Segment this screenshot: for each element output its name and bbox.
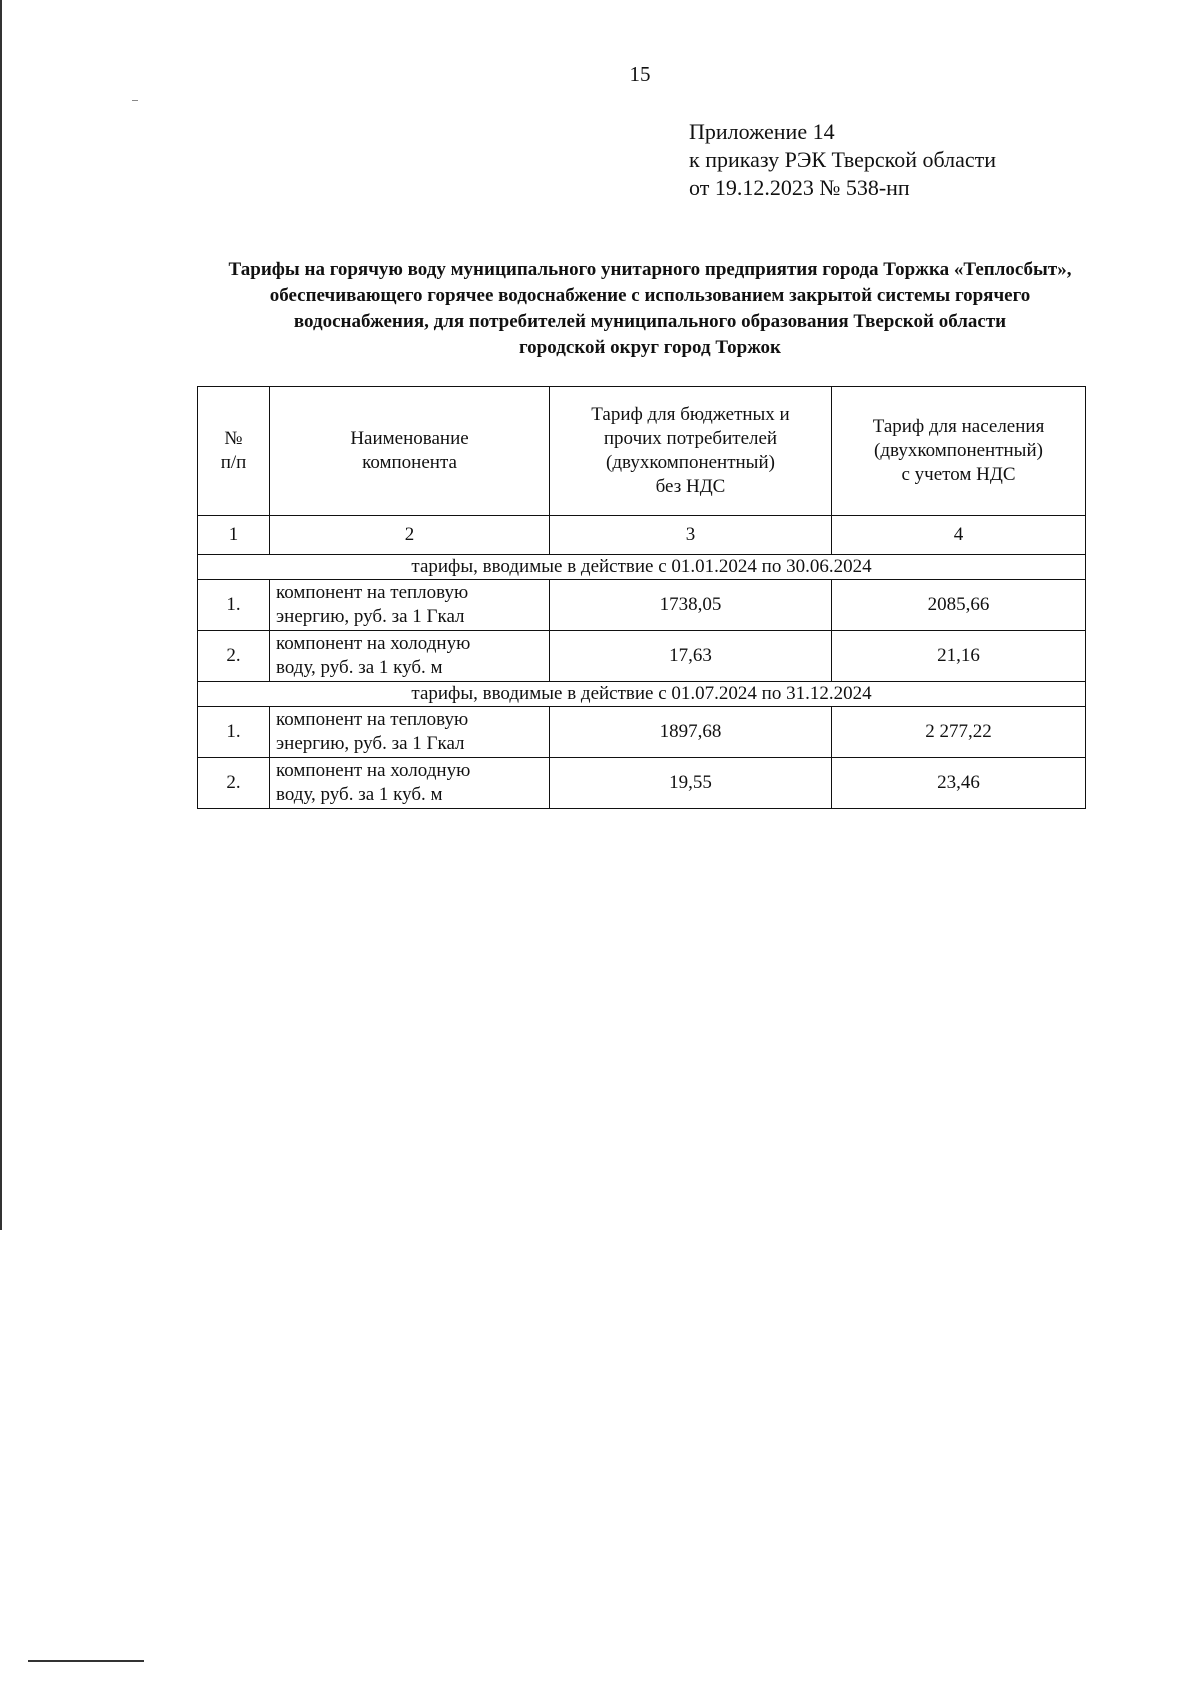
table-row bbox=[198, 631, 1086, 682]
column-number: 3 bbox=[550, 516, 832, 555]
table-row bbox=[198, 580, 1086, 631]
header-budget-tariff: Тариф для бюджетных и прочих потребителей (двухкомпонентный) без НДС bbox=[550, 387, 832, 516]
row-number: 2. bbox=[198, 631, 270, 682]
component-name: компонент на холодную воду, руб. за 1 куб. м bbox=[270, 758, 550, 809]
scan-margin-line bbox=[0, 0, 2, 1230]
row-number: 2. bbox=[198, 758, 270, 809]
tariff-table bbox=[197, 386, 1086, 809]
budget-tariff-value: 19,55 bbox=[550, 758, 832, 809]
component-name: компонент на тепловую энергию, руб. за 1 Гкал bbox=[270, 707, 550, 758]
budget-tariff-value: 17,63 bbox=[550, 631, 832, 682]
budget-tariff-value: 1897,68 bbox=[550, 707, 832, 758]
appendix-block bbox=[689, 118, 996, 202]
period-label: тарифы, вводимые в действие с 01.01.2024 по 30.06.2024 bbox=[198, 555, 1086, 580]
table-header-row bbox=[198, 387, 1086, 516]
component-name: компонент на тепловую энергию, руб. за 1 Гкал bbox=[270, 580, 550, 631]
appendix-line: к приказу РЭК Тверской области bbox=[689, 147, 997, 172]
period-row bbox=[198, 555, 1086, 580]
row-number: 1. bbox=[198, 707, 270, 758]
row-number: 1. bbox=[198, 580, 270, 631]
title-line: обеспечивающего горячее водоснабжение с использованием закрытой системы горячего bbox=[269, 285, 1031, 306]
budget-tariff-value: 1738,05 bbox=[550, 580, 832, 631]
population-tariff-value: 21,16 bbox=[832, 631, 1086, 682]
population-tariff-value: 2 277,22 bbox=[832, 707, 1086, 758]
column-number: 1 bbox=[198, 516, 270, 555]
appendix-line: Приложение 14 bbox=[689, 119, 835, 144]
column-number: 2 bbox=[270, 516, 550, 555]
title-line: Тарифы на горячую воду муниципального унитарного предприятия города Торжка «Теплосбыт», bbox=[228, 259, 1072, 280]
document-title bbox=[130, 257, 1170, 361]
appendix-line: от 19.12.2023 № 538-нп bbox=[689, 175, 910, 200]
population-tariff-value: 2085,66 bbox=[832, 580, 1086, 631]
period-row bbox=[198, 682, 1086, 707]
header-component-name: Наименование компонента bbox=[270, 387, 550, 516]
footer-rule bbox=[28, 1660, 144, 1662]
title-line: водоснабжения, для потребителей муниципального образования Тверской области bbox=[293, 311, 1007, 332]
header-number: № п/п bbox=[198, 387, 270, 516]
column-number: 4 bbox=[832, 516, 1086, 555]
population-tariff-value: 23,46 bbox=[832, 758, 1086, 809]
page-number: 15 bbox=[629, 62, 651, 86]
table-row bbox=[198, 707, 1086, 758]
table-row bbox=[198, 758, 1086, 809]
column-numbers-row bbox=[198, 516, 1086, 555]
header-population-tariff: Тариф для населения (двухкомпонентный) с учетом НДС bbox=[832, 387, 1086, 516]
period-label: тарифы, вводимые в действие с 01.07.2024 по 31.12.2024 bbox=[198, 682, 1086, 707]
title-line: городской округ город Торжок bbox=[519, 337, 781, 358]
component-name: компонент на холодную воду, руб. за 1 куб. м bbox=[270, 631, 550, 682]
scan-mark bbox=[132, 100, 138, 101]
